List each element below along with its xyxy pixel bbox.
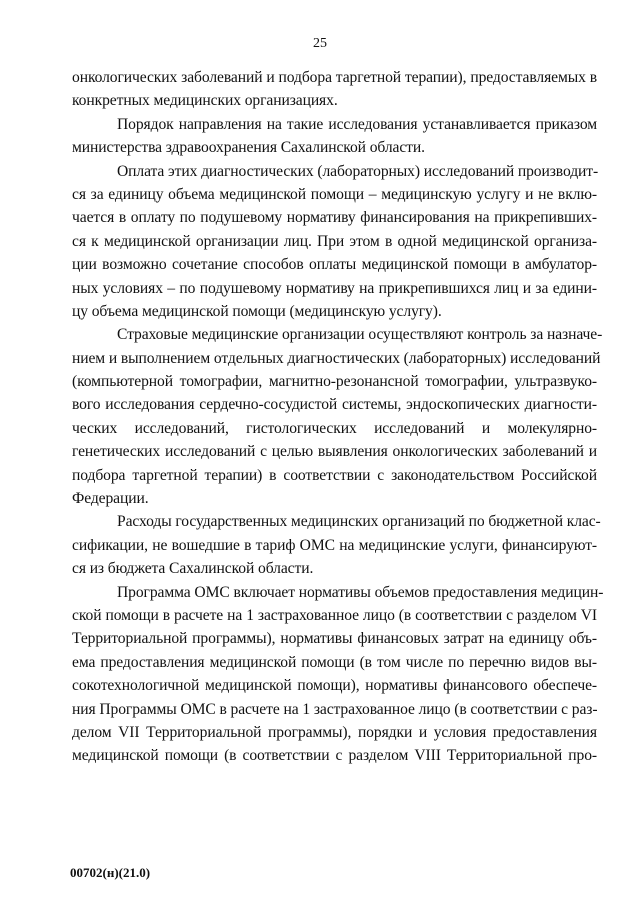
text-line: сокотехнологичной медицинской помощи), нормативы финансового обеспече- xyxy=(72,677,597,695)
text-line: ской помощи в расчете на 1 застрахованное лицо (в соответствии с разделом VI xyxy=(72,606,597,624)
text-line: Расходы государственных медицинских организаций по бюджетной клас- xyxy=(117,513,601,531)
text-line: ния Программы ОМС в расчете на 1 застрахованное лицо (в соответствии с раз- xyxy=(72,700,598,718)
text-line: ся к медицинской организации лиц. При этом в одной медицинской организа- xyxy=(72,232,597,250)
text-line: цу объема медицинской помощи (медицинскую услугу). xyxy=(72,302,442,320)
document-body xyxy=(72,66,604,768)
text-line: конкретных медицинских организациях. xyxy=(72,92,338,110)
paragraph xyxy=(72,113,597,160)
text-line: делом VII Территориальной программы), порядки и условия предоставления xyxy=(72,723,597,741)
text-line: ции возможно сочетание способов оплаты медицинской помощи в амбулатор- xyxy=(72,256,597,274)
text-line: Территориальной программы), нормативы финансовых затрат на единицу объ- xyxy=(72,630,597,648)
text-line: ся за единицу объема медицинской помощи – медицинскую услугу и не вклю- xyxy=(72,185,597,203)
text-line: чается в оплату по подушевому нормативу финансирования на прикрепивших- xyxy=(72,209,597,227)
text-line: подбора таргетной терапии) в соответствии с законодательством Российской xyxy=(72,466,597,484)
text-line: ема предоставления медицинской помощи (в том числе по перечню видов вы- xyxy=(72,653,597,671)
paragraph xyxy=(72,323,603,510)
text-line: генетических исследований с целью выявления онкологических заболеваний и xyxy=(72,443,597,461)
text-line: сификации, не вошедшие в тариф ОМС на медицинские услуги, финансируют- xyxy=(72,536,597,554)
paragraph xyxy=(72,160,597,324)
text-line: ных условиях – по подушевому нормативу на прикрепившихся лиц и за едини- xyxy=(72,279,597,297)
text-line: Федерации. xyxy=(72,490,149,508)
document-code: 00702(н)(21.0) xyxy=(70,865,151,880)
text-line: министерства здравоохранения Сахалинской области. xyxy=(72,139,425,157)
text-line: онкологических заболеваний и подбора таргетной терапии), предоставляемых в xyxy=(72,69,597,86)
text-line: (компьютерной томографии, магнитно-резонансной томографии, ультразвуко- xyxy=(72,373,597,391)
text-line: медицинской помощи (в соответствии с разделом VIII Территориальной про- xyxy=(72,747,597,765)
paragraph xyxy=(72,510,601,580)
text-line: Оплата этих диагностических (лабораторных) исследований производит- xyxy=(117,162,599,180)
text-line: ся из бюджета Сахалинской области. xyxy=(72,560,314,578)
text-line: нием и выполнением отдельных диагностических (лабораторных) исследований xyxy=(72,349,601,367)
text-line: Страховые медицинские организации осуществляют контроль за назначе- xyxy=(117,326,603,344)
paragraph xyxy=(72,581,604,768)
text-line: Порядок направления на такие исследования устанавливается приказом xyxy=(117,115,597,133)
text-line: ческих исследований, гистологических исследований и молекулярно- xyxy=(72,419,597,437)
text-line: Программа ОМС включает нормативы объемов предоставления медицин- xyxy=(117,583,604,601)
paragraph xyxy=(72,66,597,113)
page-number: 25 xyxy=(313,36,327,51)
text-line: вого исследования сердечно-сосудистой системы, эндоскопических диагности- xyxy=(72,396,597,414)
